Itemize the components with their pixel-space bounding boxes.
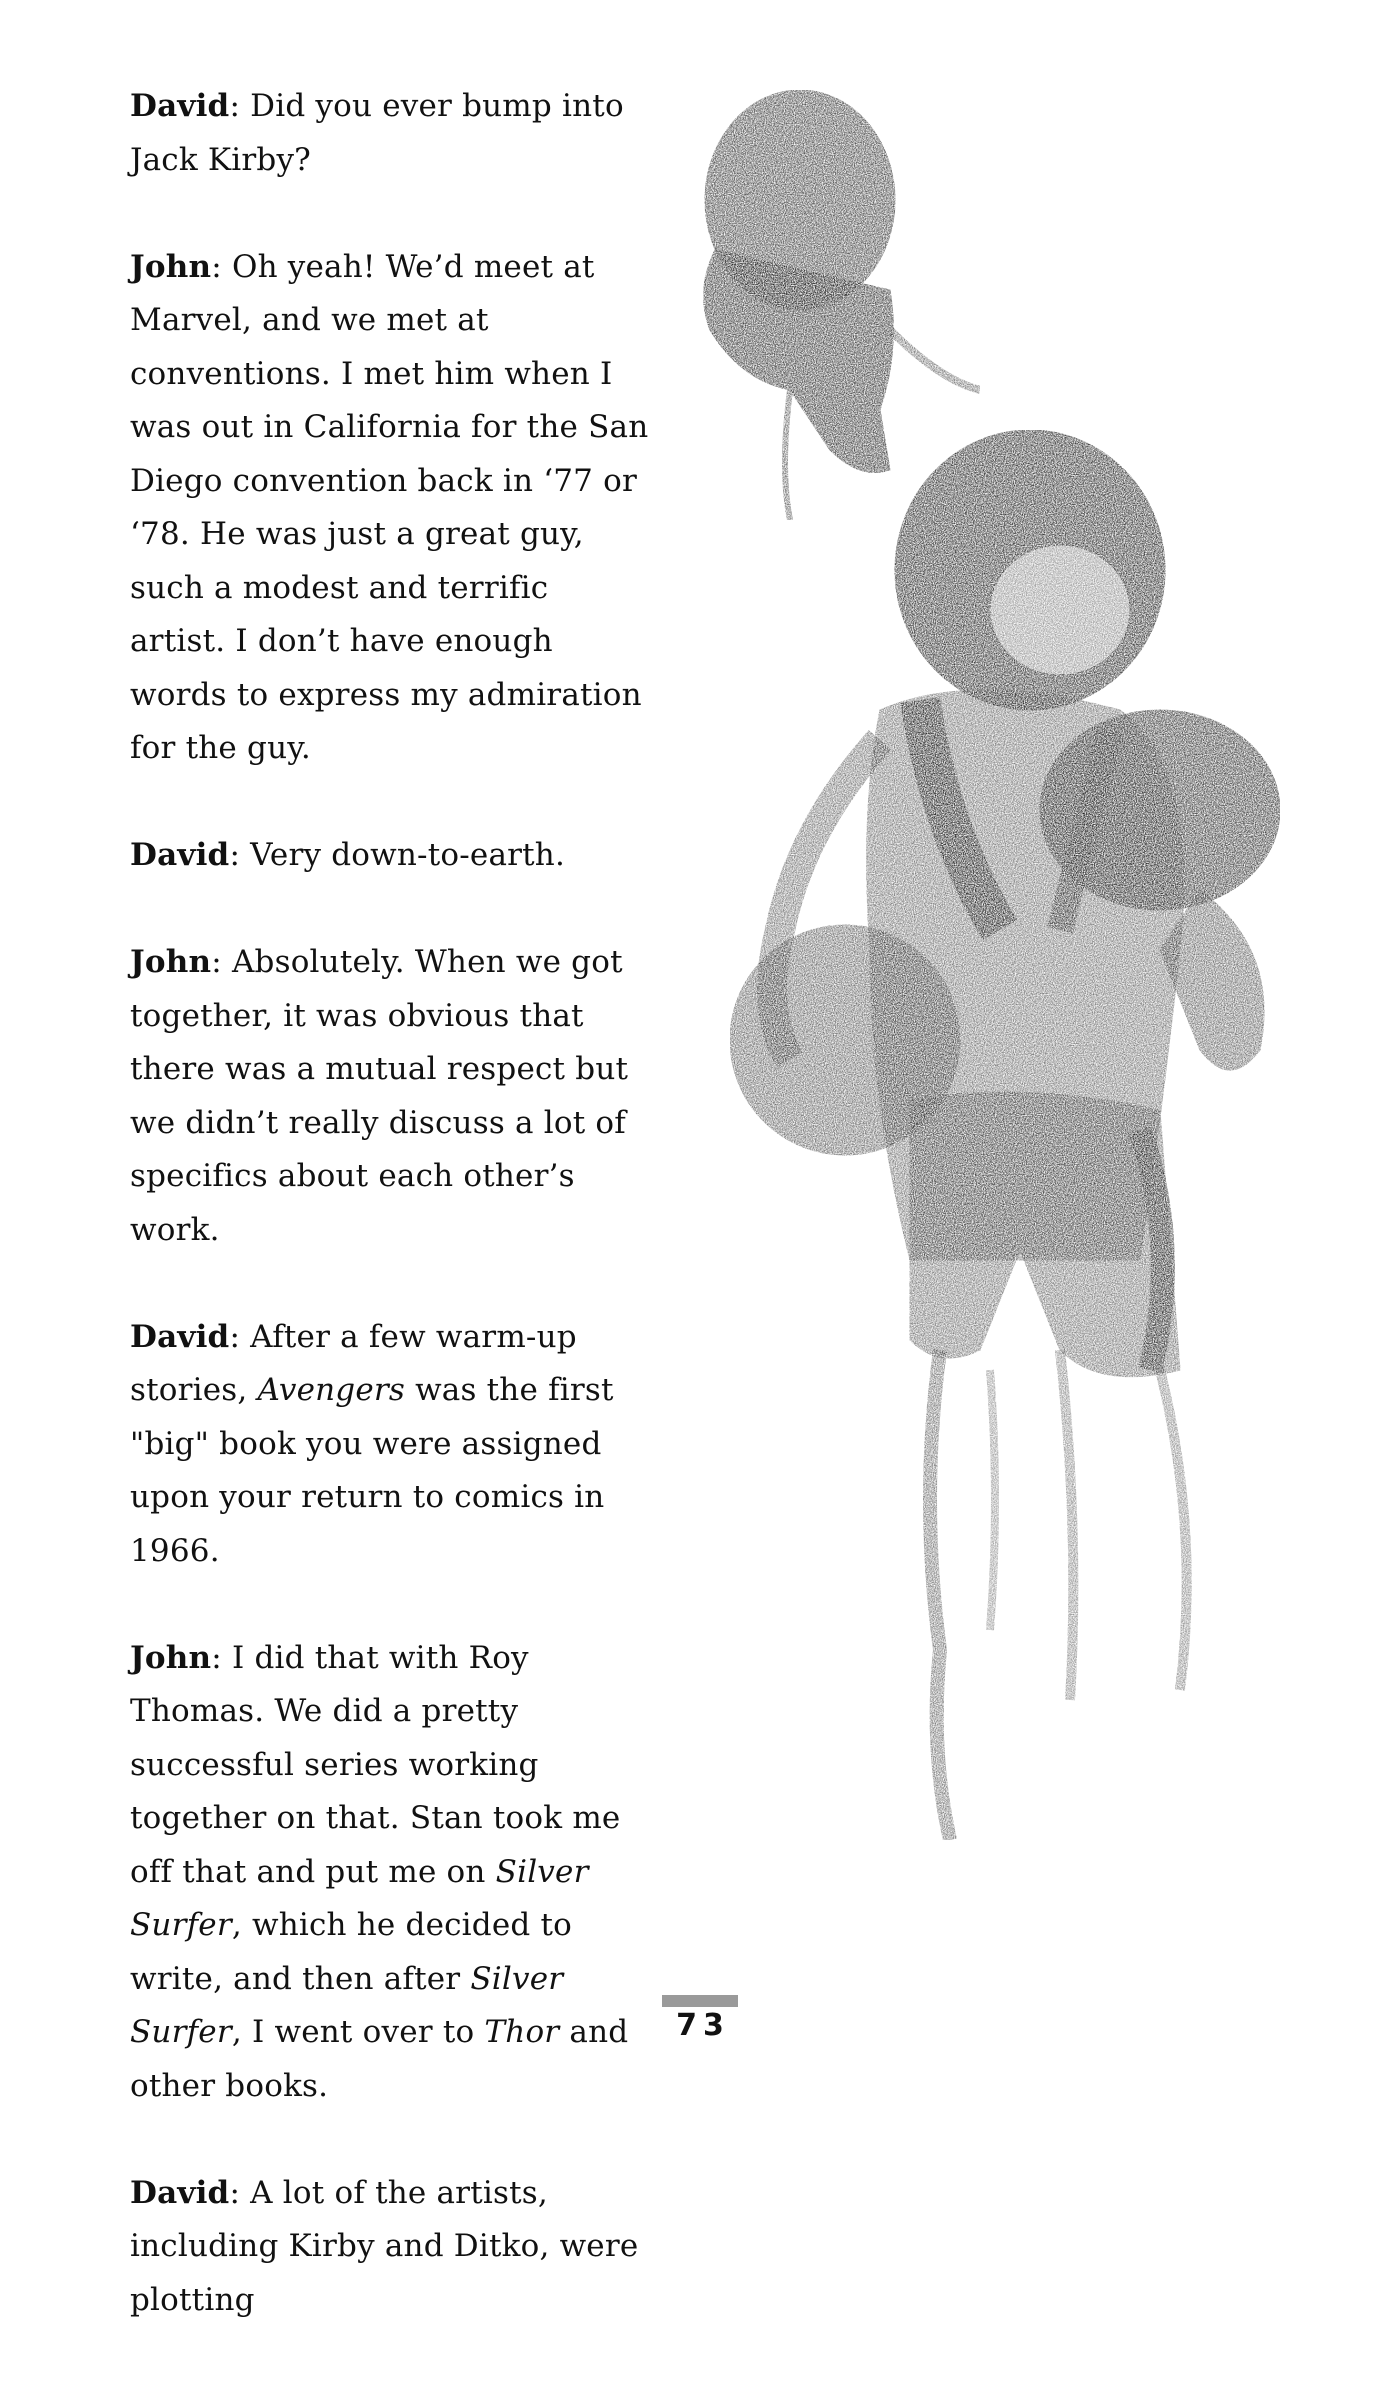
page-number-bar	[662, 1995, 738, 2007]
boxer-figure-sketch	[730, 430, 1280, 1840]
speaker-name: David	[130, 2174, 230, 2211]
speaker-suffix: :	[229, 2174, 241, 2211]
italic-title: Silver Surfer	[130, 1960, 564, 2050]
paragraph-text: I did that with Roy Thomas. We did a pretty successful series working together on that. Stan took me off that and put me on	[130, 1639, 621, 1890]
interview-paragraph	[130, 936, 650, 1257]
speaker-suffix: :	[211, 1639, 222, 1676]
italic-title: Silver Surfer	[130, 1853, 589, 1943]
page-number: 73	[676, 2008, 730, 2043]
boxer-sketch-icon	[640, 50, 1330, 1880]
interview-paragraph	[130, 829, 650, 883]
speaker-name: John	[130, 944, 212, 980]
interview-paragraph	[130, 1632, 650, 2114]
paragraph-text: , which he decided to write, and then after	[130, 1907, 573, 1997]
paragraph-text: Very down-to-earth.	[250, 837, 566, 873]
interview-paragraph	[130, 241, 650, 776]
speaker-suffix: :	[229, 1318, 241, 1355]
italic-title: Thor	[484, 2014, 560, 2050]
speaker-suffix: :	[211, 248, 222, 285]
speaker-suffix: :	[229, 88, 241, 124]
speaker-name: David	[130, 1318, 230, 1355]
italic-title: Avengers	[257, 1372, 406, 1408]
speaker-suffix: :	[229, 837, 241, 873]
interview-paragraph	[130, 1311, 650, 1579]
paragraph-text: After a few warm-up stories,	[130, 1318, 577, 1408]
speaker-suffix: :	[211, 944, 222, 980]
paragraph-text: Did you ever bump into Jack Kirby?	[130, 88, 624, 178]
paragraph-text: was the first "big" book you were assigned upon your return to comics in 1966.	[130, 1372, 614, 1569]
paragraph-text: Absolutely. When we got together, it was obvious that there was a mutual respect but we didn’t really discuss a lot of specifics about each other’s work.	[130, 944, 629, 1248]
paragraph-text: Oh yeah! We’d meet at Marvel, and we met at conventions. I met him when I was out in California for the San Diego convention back in ‘77 or ‘78. He was just a great guy, such a modest and terrific artist. I don’t have enough words to express my admiration for the guy.	[130, 248, 649, 766]
speaker-name: John	[130, 248, 212, 285]
speaker-name: John	[130, 1639, 212, 1676]
paragraph-text: A lot of the artists, including Kirby and Ditko, were plotting	[130, 2174, 639, 2318]
head-sketch	[704, 90, 980, 520]
paragraph-text: and other books.	[130, 2014, 629, 2104]
interview-paragraph	[130, 80, 650, 187]
boxer-sketch-illustration	[640, 50, 1330, 1880]
speaker-name: David	[130, 88, 230, 124]
interview-paragraph	[130, 2167, 650, 2328]
speaker-name: David	[130, 837, 230, 873]
interview-text-column	[130, 80, 650, 2381]
page-number-block	[662, 1995, 738, 2043]
paragraph-text: , I went over to	[231, 2014, 485, 2050]
